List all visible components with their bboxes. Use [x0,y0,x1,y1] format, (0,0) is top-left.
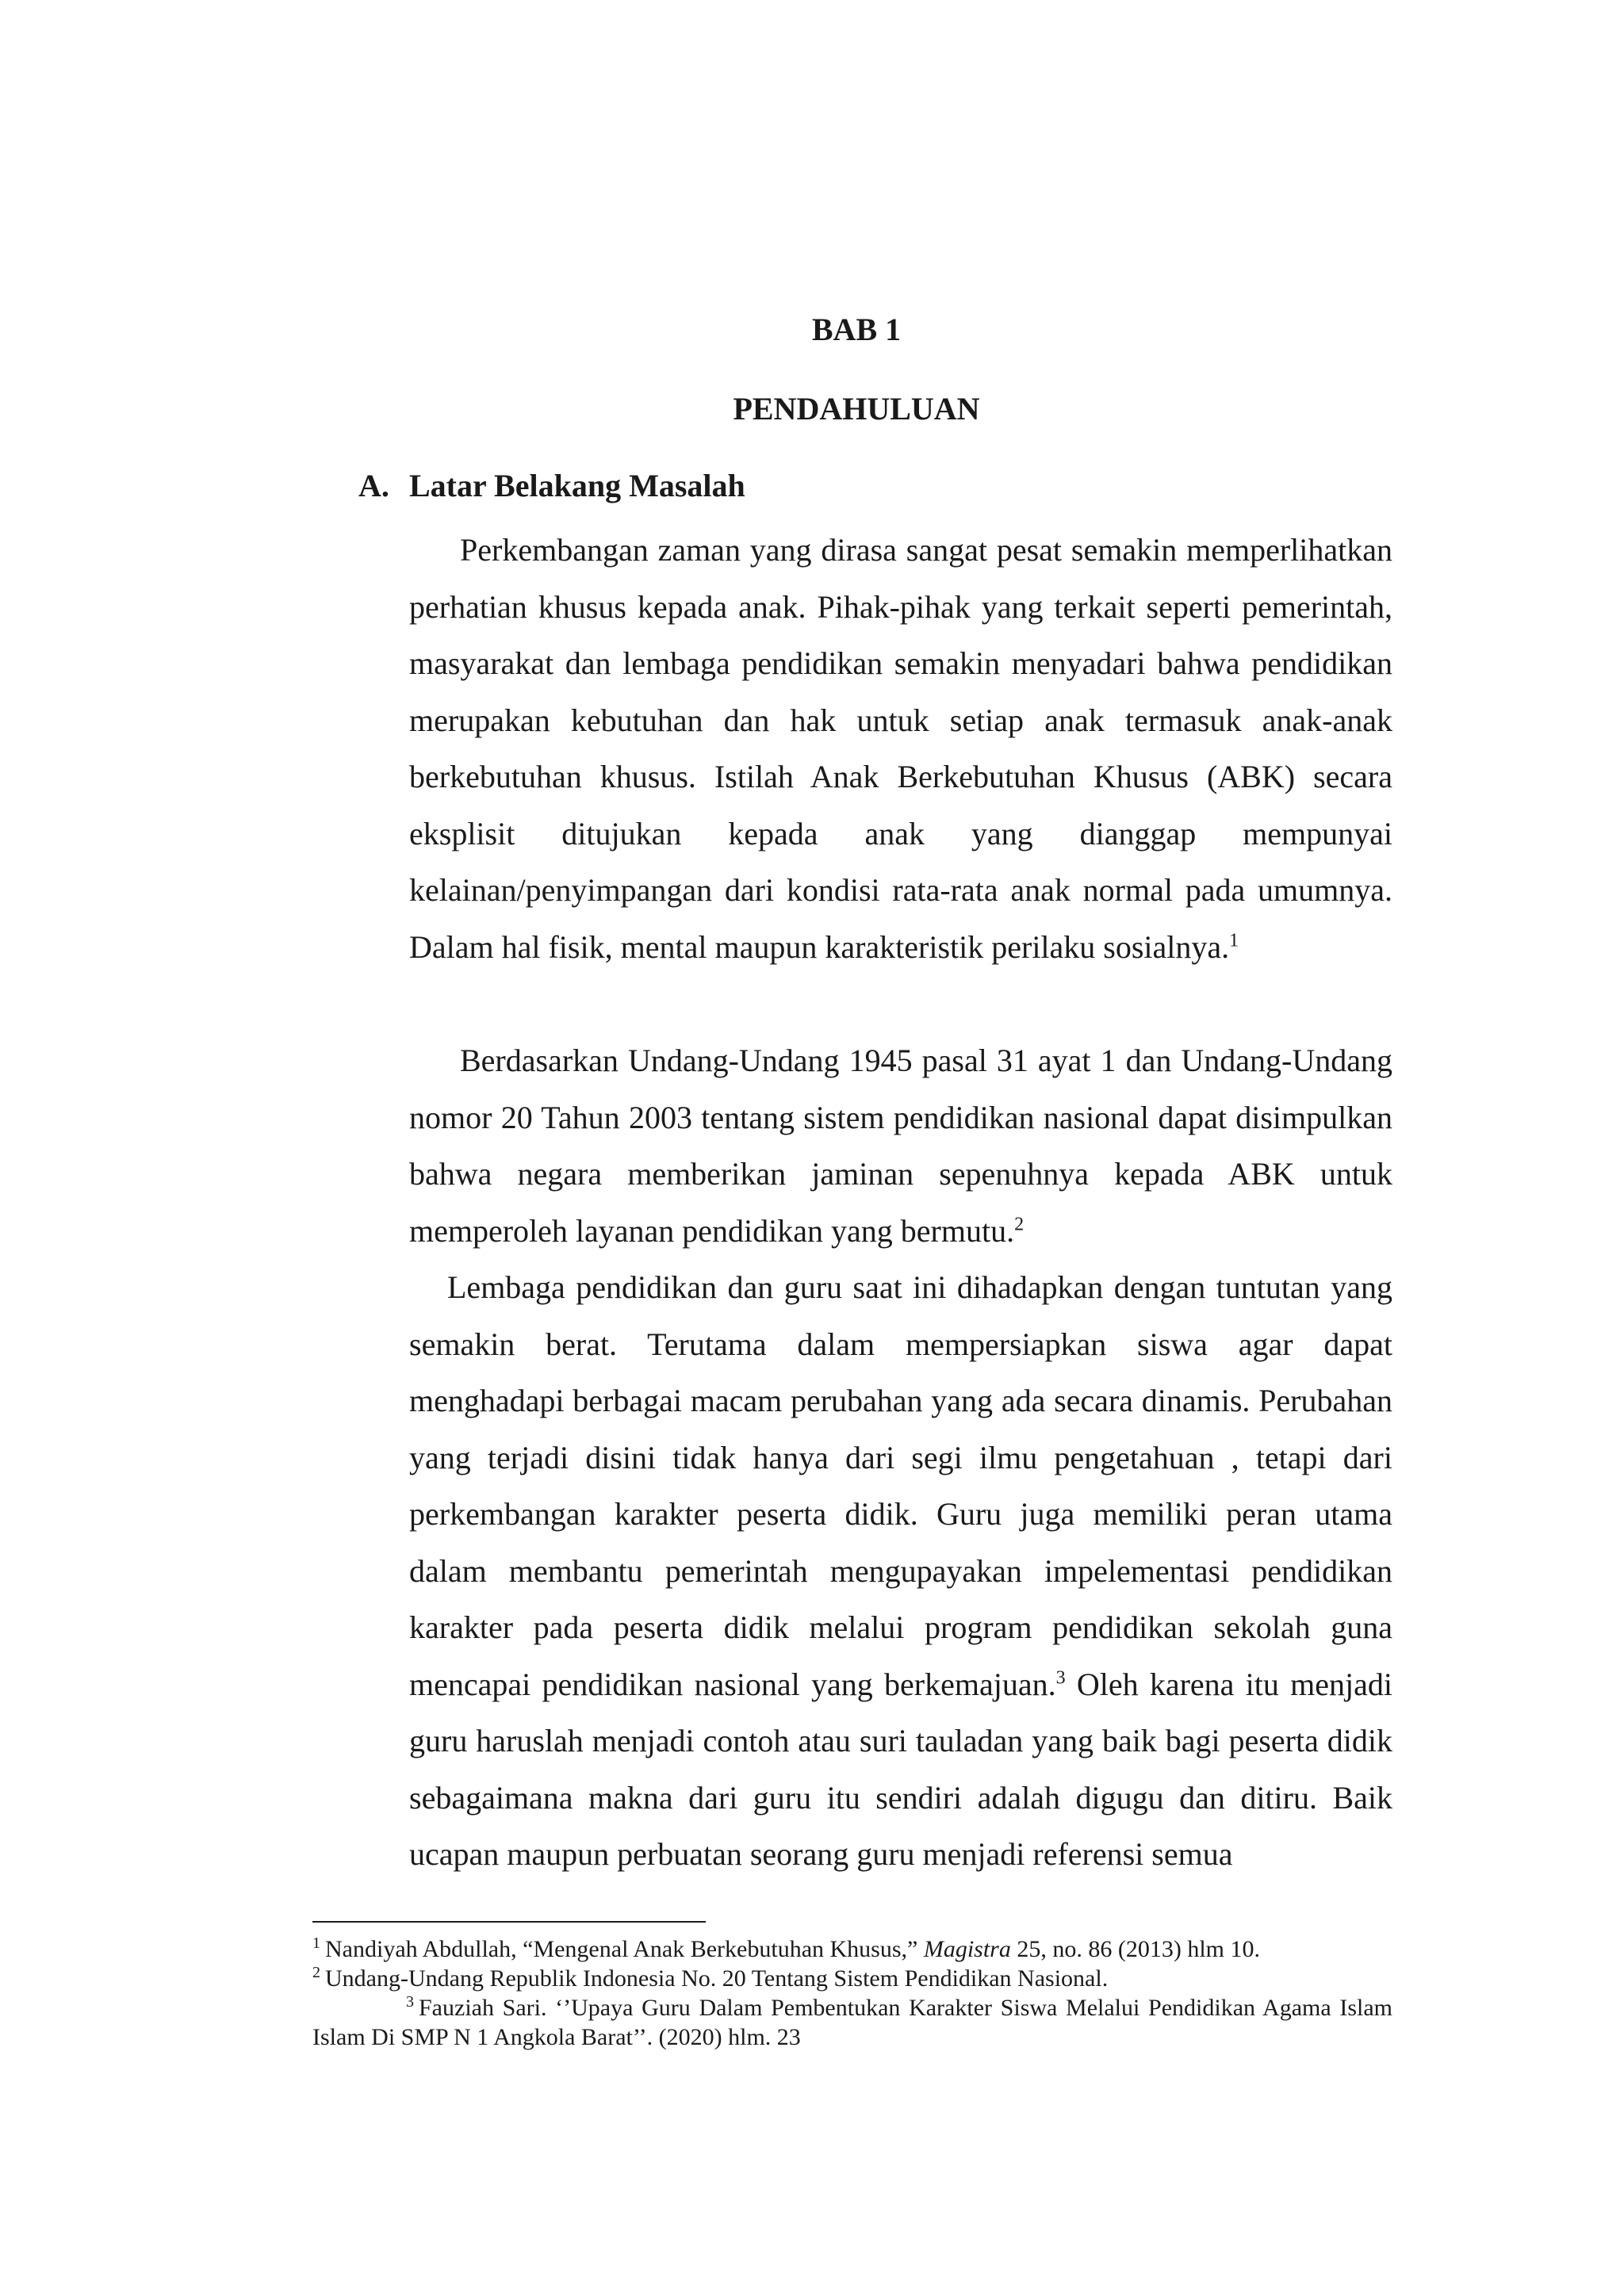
section-heading [358,464,745,508]
paragraph-1 [409,522,1392,975]
footnotes [312,1934,1392,2052]
footnote-ref: 1 [1229,930,1239,951]
section-title: Latar Belakang Masalah [409,468,745,503]
paragraph-text: Perkembangan zaman yang dirasa sangat pesat semakin memperlihatkan perhatian khusus kepada anak. Pihak-pihak yang terkait seperti pemerintah, masyarakat dan lembaga pendidikan semakin menyadari bahwa pendidikan merupakan kebutuhan dan hak untuk setiap anak termasuk anak-anak berkebutuhan khusus. Istilah Anak Berkebutuhan Khusus (ABK) secara eksplisit ditujukan kepada anak yang dianggap mempunyai kelainan/penyimpangan dari kondisi rata-rata anak normal pada umumnya. Dalam hal fisik, mental maupun karakteristik perilaku sosialnya. [409,532,1392,965]
footnote-number: 1 [312,1934,320,1952]
footnote-number: 3 [406,1993,414,2011]
footnote-2 [312,1964,1392,1993]
section-marker: A. [358,468,389,503]
chapter-title: PENDAHULUAN [733,391,980,427]
footnote-number: 2 [312,1964,320,1981]
paragraph-text: Lembaga pendidikan dan guru saat ini dihadapkan dengan tuntutan yang semakin berat. Terutama dalam mempersiapkan siswa agar dapat menghadapi berbagai macam perubahan yang ada secara dinamis. Perubahan yang terjadi disini tidak hanya dari segi ilmu pengetahuan , tetapi dari perkembangan karakter peserta didik. Guru juga memiliki peran utama dalam membantu pemerintah mengupayakan impelementasi pendidikan karakter pada peserta didik melalui program pendidikan sekolah guna mencapai pendidikan nasional yang berkemajuan. [409,1269,1392,1702]
footnote-journal: Magistra [923,1936,1011,1962]
paragraph-text-continued: Oleh karena itu menjadi guru haruslah menjadi contoh atau suri tauladan yang baik bagi peserta didik sebagaimana makna dari guru itu sendiri adalah digugu dan ditiru. Baik ucapan maupun perbuatan seorang guru menjadi referensi semua [409,1666,1392,1872]
footnote-3 [312,1993,1392,2052]
footnote-text-continued: 25, no. 86 (2013) hlm 10. [1010,1936,1261,1962]
chapter-number: BAB 1 [811,312,902,347]
paragraph-text: Berdasarkan Undang-Undang 1945 pasal 31 ayat 1 dan Undang-Undang nomor 20 Tahun 2003 tentang sistem pendidikan nasional dapat disimpulkan bahwa negara memberikan jaminan sepenuhnya kepada ABK untuk memperoleh layanan pendidikan yang bermutu. [409,1043,1392,1249]
paragraph-2 [409,1032,1392,1259]
footnote-divider [312,1921,706,1923]
paragraph-3 [409,1259,1392,1883]
footnote-text: Undang-Undang Republik Indonesia No. 20 Tentang Sistem Pendidikan Nasional. [325,1965,1109,1992]
footnote-text: Nandiyah Abdullah, “Mengenal Anak Berkebutuhan Khusus,” [325,1936,924,1962]
footnote-1 [312,1934,1392,1964]
footnote-ref: 2 [1014,1214,1025,1235]
footnote-text: Fauziah Sari. ‘’Upaya Guru Dalam Pembentukan Karakter Siswa Melalui Pendidikan Agama Islam Islam Di SMP N 1 Angkola Barat’’. (2020) hlm. 23 [312,1995,1392,2050]
footnote-ref: 3 [1055,1667,1066,1689]
